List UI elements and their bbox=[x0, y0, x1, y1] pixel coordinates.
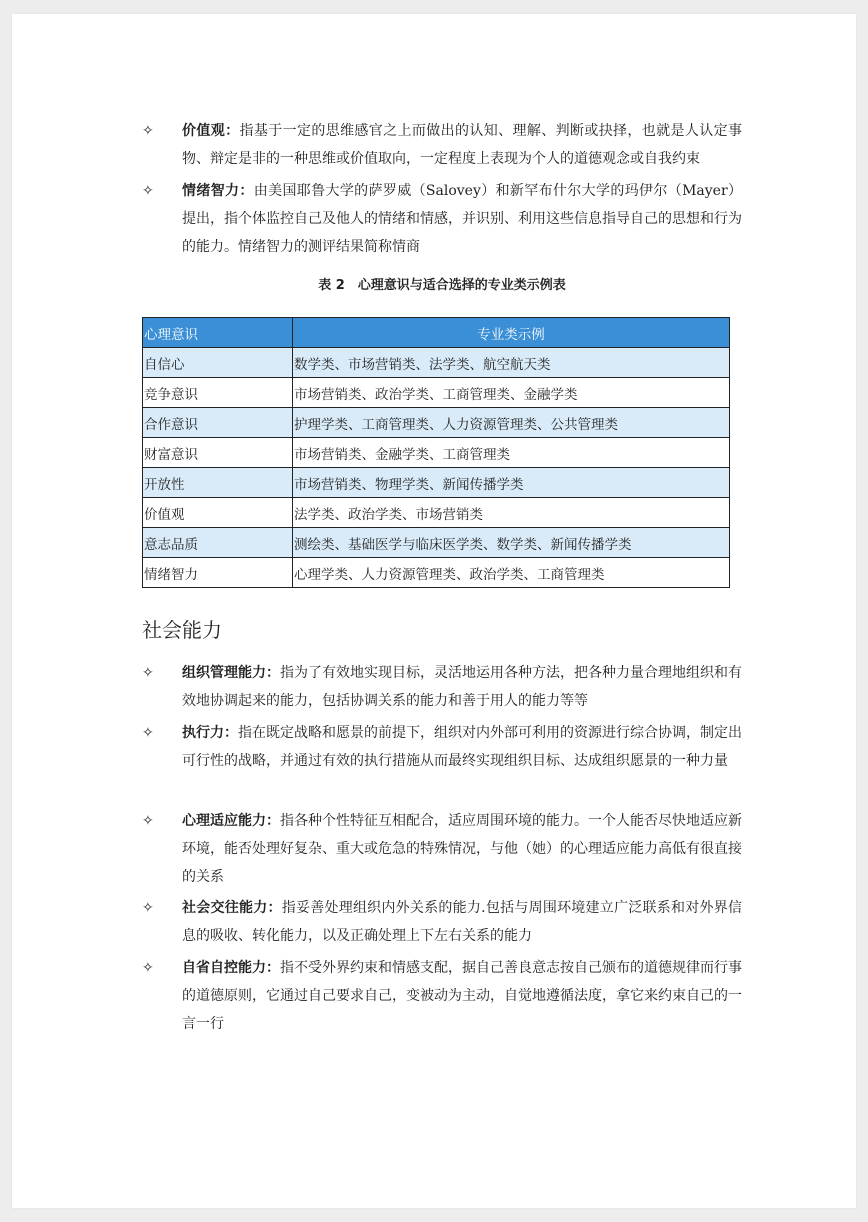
table-cell: 合作意识 bbox=[143, 408, 293, 438]
bullet-emotional-intelligence bbox=[142, 177, 742, 261]
section-heading: 社会能力 bbox=[142, 618, 222, 642]
table-row bbox=[143, 468, 730, 498]
bullet-term: 心理适应能力： bbox=[182, 813, 280, 829]
table-cell: 财富意识 bbox=[143, 438, 293, 468]
bullet-values bbox=[142, 117, 742, 173]
table-cell: 护理学类、工商管理类、人力资源管理类、公共管理类 bbox=[293, 408, 730, 438]
table-cell: 自信心 bbox=[143, 348, 293, 378]
bullet-term: 社会交往能力： bbox=[182, 900, 282, 916]
table-row bbox=[143, 408, 730, 438]
table-row bbox=[143, 378, 730, 408]
bullet-text: 指基于一定的思维感官之上而做出的认知、理解、判断或抉择，也就是人认定事物、辩定是非的一种思维或价值取向，一定程度上表现为个人的道德观念或自我约束 bbox=[182, 123, 743, 167]
table-header-cell: 心理意识 bbox=[143, 318, 293, 348]
bullet-org-management bbox=[142, 659, 742, 715]
bullet-text: 指不受外界约束和情感支配，据自己善良意志按自己颁布的道德规律而行事的道德原则，它通过自己要求自己，变被动为主动，自觉地遵循法度，拿它来约束自己的一言一行 bbox=[182, 960, 742, 1032]
table-cell: 心理学类、人力资源管理类、政治学类、工商管理类 bbox=[293, 558, 730, 588]
bullet-adaptation bbox=[142, 807, 742, 891]
diamond-bullet-icon: ✧ bbox=[142, 665, 154, 681]
table-row bbox=[143, 558, 730, 588]
table-cell: 情绪智力 bbox=[143, 558, 293, 588]
table-row bbox=[143, 498, 730, 528]
diamond-bullet-icon: ✧ bbox=[142, 813, 154, 829]
diamond-bullet-icon: ✧ bbox=[142, 183, 154, 199]
table-row bbox=[143, 348, 730, 378]
table-cell: 竞争意识 bbox=[143, 378, 293, 408]
table-cell: 市场营销类、金融学类、工商管理类 bbox=[293, 438, 730, 468]
bullet-term: 情绪智力： bbox=[182, 183, 254, 199]
diamond-bullet-icon: ✧ bbox=[142, 900, 154, 916]
diamond-bullet-icon: ✧ bbox=[142, 123, 154, 139]
table-caption: 表 2 心理意识与适合选择的专业类示例表 bbox=[318, 278, 566, 293]
bullet-self-control bbox=[142, 954, 742, 1038]
table-row bbox=[143, 438, 730, 468]
diamond-bullet-icon: ✧ bbox=[142, 960, 154, 976]
table-row bbox=[143, 528, 730, 558]
table-cell: 价值观 bbox=[143, 498, 293, 528]
bullet-execution bbox=[142, 719, 742, 775]
bullet-term: 组织管理能力： bbox=[182, 665, 280, 681]
table-cell: 意志品质 bbox=[143, 528, 293, 558]
psychology-major-table bbox=[142, 317, 730, 588]
table-cell: 市场营销类、政治学类、工商管理类、金融学类 bbox=[293, 378, 730, 408]
table-cell: 法学类、政治学类、市场营销类 bbox=[293, 498, 730, 528]
bullet-text: 指各种个性特征互相配合，适应周围环境的能力。一个人能否尽快地适应新环境，能否处理好复杂、重大或危急的特殊情况，与他（她）的心理适应能力高低有很直接的关系 bbox=[182, 813, 742, 885]
table-cell: 市场营销类、物理学类、新闻传播学类 bbox=[293, 468, 730, 498]
bullet-text: 指妥善处理组织内外关系的能力.包括与周围环境建立广泛联系和对外界信息的吸收、转化能力，以及正确处理上下左右关系的能力 bbox=[182, 900, 743, 944]
bullet-social-interaction bbox=[142, 894, 742, 950]
bullet-term: 执行力： bbox=[182, 725, 238, 741]
table-header-cell: 专业类示例 bbox=[293, 318, 730, 348]
table-cell: 数学类、市场营销类、法学类、航空航天类 bbox=[293, 348, 730, 378]
table-header-row bbox=[143, 318, 730, 348]
bullet-text: 指在既定战略和愿景的前提下，组织对内外部可利用的资源进行综合协调，制定出可行性的战略，并通过有效的执行措施从而最终实现组织目标、达成组织愿景的一种力量 bbox=[182, 725, 742, 769]
table-cell: 测绘类、基础医学与临床医学类、数学类、新闻传播学类 bbox=[293, 528, 730, 558]
bullet-text: 由美国耶鲁大学的萨罗威（Salovey）和新罕布什尔大学的玛伊尔（Mayer）提出，指个体监控自己及他人的情绪和情感，并识别、利用这些信息指导自己的思想和行为的能力。情绪智力的测评结果简称情商 bbox=[182, 183, 743, 255]
bullet-term: 自省自控能力： bbox=[182, 960, 280, 976]
document-page bbox=[12, 14, 856, 1208]
table-cell: 开放性 bbox=[143, 468, 293, 498]
bullet-term: 价值观： bbox=[182, 123, 240, 139]
diamond-bullet-icon: ✧ bbox=[142, 725, 154, 741]
bullet-text: 指为了有效地实现目标，灵活地运用各种方法，把各种力量合理地组织和有效地协调起来的能力，包括协调关系的能力和善于用人的能力等等 bbox=[182, 665, 742, 709]
